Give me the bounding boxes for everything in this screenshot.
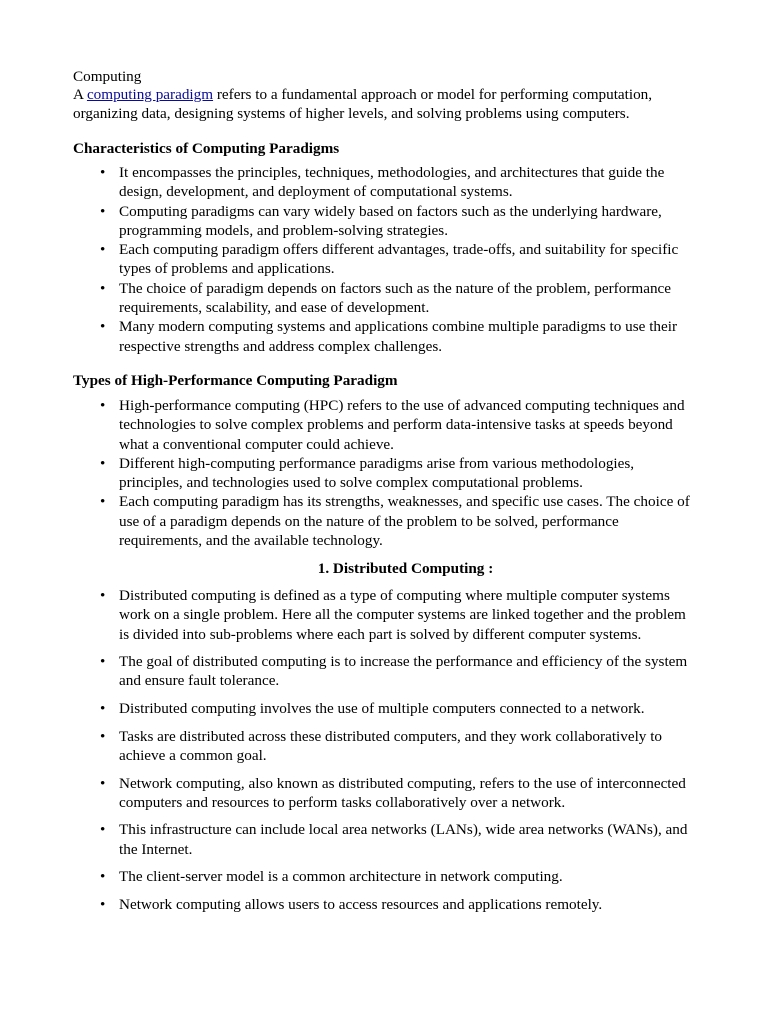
document-title: Computing	[73, 68, 142, 85]
distributed-computing-heading: 1. Distributed Computing :	[317, 560, 494, 577]
intro-paragraph	[73, 85, 698, 124]
list-item: • The goal of distributed computing is to increase the performance and efficiency of the system and ensure fault tolerance.	[73, 652, 698, 691]
list-item: • Tasks are distributed across these distributed computers, and they work collaboratively to achieve a common goal.	[73, 727, 698, 766]
types-heading: Types of High-Performance Computing Paradigm	[73, 372, 398, 389]
list-item: • Network computing allows users to access resources and applications remotely.	[73, 895, 698, 914]
distributed-list	[73, 586, 698, 923]
list-item: • Each computing paradigm offers different advantages, trade-offs, and suitability for specific types of problems and applications.	[73, 240, 698, 279]
list-item: • The client-server model is a common architecture in network computing.	[73, 867, 698, 886]
list-item: • Each computing paradigm has its strengths, weaknesses, and specific use cases. The choice of use of a paradigm depends on the nature of the problem to be solved, performance requirements, and the available technology.	[73, 492, 698, 550]
list-item: • It encompasses the principles, techniques, methodologies, and architectures that guide the design, development, and deployment of computational systems.	[73, 163, 698, 202]
list-item: • Many modern computing systems and applications combine multiple paradigms to use their respective strengths and address complex challenges.	[73, 317, 698, 356]
types-list	[73, 396, 698, 550]
intro-prefix: A	[73, 86, 87, 103]
computing-paradigm-link[interactable]: computing paradigm	[86, 86, 214, 103]
list-item: • Different high-computing performance paradigms arise from various methodologies, principles, and technologies used to solve complex computational problems.	[73, 454, 698, 493]
list-item: • High-performance computing (HPC) refers to the use of advanced computing techniques and technologies to solve complex problems and perform data-intensive tasks at speeds beyond what a conventional computer could achieve.	[73, 396, 698, 454]
list-item: • This infrastructure can include local area networks (LANs), wide area networks (WANs), and the Internet.	[73, 820, 698, 859]
characteristics-list	[73, 163, 698, 356]
characteristics-heading: Characteristics of Computing Paradigms	[73, 140, 340, 157]
list-item: • The choice of paradigm depends on factors such as the nature of the problem, performance requirements, scalability, and ease of development.	[73, 279, 698, 318]
list-item: • Distributed computing is defined as a type of computing where multiple computer systems work on a single problem. Here all the computer systems are linked together and the problem is divided into sub-problems where each part is solved by different computer systems.	[73, 586, 698, 644]
list-item: • Network computing, also known as distributed computing, refers to the use of interconnected computers and resources to perform tasks collaboratively over a network.	[73, 774, 698, 813]
intro-suffix: refers to a fundamental approach or model for performing computation, organizing data, designing systems of higher levels, and solving problems using computers.	[73, 86, 653, 123]
list-item: • Distributed computing involves the use of multiple computers connected to a network.	[73, 699, 698, 718]
list-item: • Computing paradigms can vary widely based on factors such as the underlying hardware, programming models, and problem-solving strategies.	[73, 202, 698, 241]
